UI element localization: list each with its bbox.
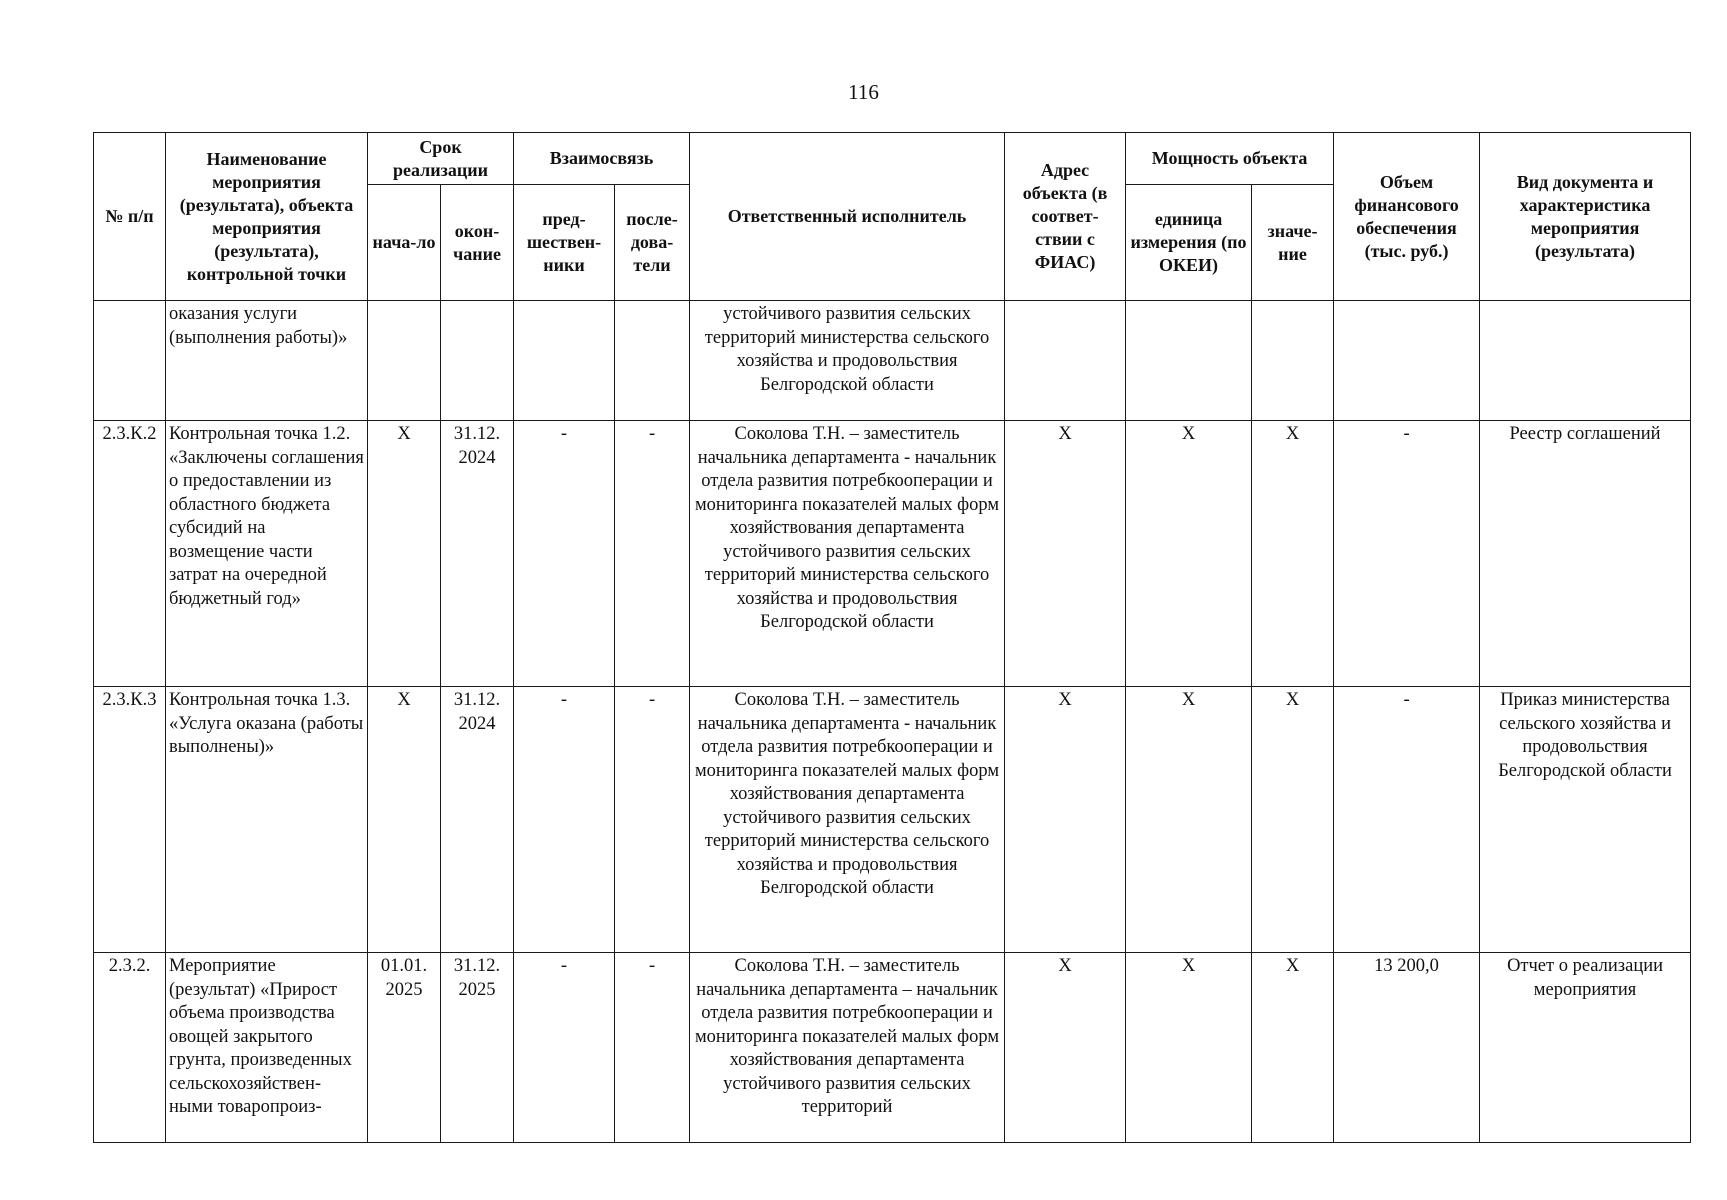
cell-funding: - — [1334, 421, 1480, 687]
header-unit: единица измерения (по ОКЕИ) — [1126, 185, 1252, 301]
cell-prev: - — [514, 421, 615, 687]
cell-funding: 13 200,0 — [1334, 953, 1480, 1143]
cell-unit: Х — [1126, 953, 1252, 1143]
cell-num: 2.3.К.3 — [94, 687, 166, 953]
cell-name: Контрольная точка 1.2. «Заключены соглашения о предоставлении из областного бюджета субсидий на возмещение части затрат на очередной бюджетный год» — [166, 421, 368, 687]
cell-num: 2.3.2. — [94, 953, 166, 1143]
header-link: Взаимосвязь — [514, 133, 690, 185]
cell-start: Х — [368, 421, 441, 687]
cell-end: 31.12. 2024 — [441, 421, 514, 687]
table-row — [94, 301, 1691, 421]
cell-address: Х — [1005, 421, 1126, 687]
table-row — [94, 953, 1691, 1143]
cell-num: 2.3.К.2 — [94, 421, 166, 687]
cell-value: Х — [1252, 687, 1334, 953]
cell-value: Х — [1252, 953, 1334, 1143]
header-link-next: после-дова-тели — [615, 185, 690, 301]
cell-address: Х — [1005, 687, 1126, 953]
cell-start — [368, 301, 441, 421]
cell-next: - — [615, 953, 690, 1143]
header-term: Срок реализации — [368, 133, 514, 185]
table-row — [94, 687, 1691, 953]
cell-doc: Приказ министерства сельского хозяйства и продовольствия Белгородской области — [1480, 687, 1691, 953]
cell-doc: Отчет о реализации мероприятия — [1480, 953, 1691, 1143]
cell-name: оказания услуги (выполнения работы)» — [166, 301, 368, 421]
cell-responsible: Соколова Т.Н. – заместитель начальника департамента - начальник отдела развития потребкооперации и мониторинга показателей малых форм хозяйствования департамента устойчивого развития сельских территорий министерства сельского хозяйства и продовольствия Белгородской области — [690, 421, 1005, 687]
header-address: Адрес объекта (в соответ-ствии с ФИАС) — [1005, 133, 1126, 301]
header-value: значе-ние — [1252, 185, 1334, 301]
cell-unit — [1126, 301, 1252, 421]
cell-prev: - — [514, 953, 615, 1143]
page-number: 116 — [848, 80, 879, 104]
cell-name: Контрольная точка 1.3. «Услуга оказана (работы выполнены)» — [166, 687, 368, 953]
cell-value — [1252, 301, 1334, 421]
cell-next: - — [615, 421, 690, 687]
cell-prev: - — [514, 687, 615, 953]
cell-name: Мероприятие (результат) «Прирост объема производства овощей закрытого грунта, произведенных сельскохозяйствен-ными товаропроиз- — [166, 953, 368, 1143]
header-responsible: Ответственный исполнитель — [690, 133, 1005, 301]
cell-end — [441, 301, 514, 421]
activities-table — [93, 132, 1691, 1143]
cell-start: 01.01. 2025 — [368, 953, 441, 1143]
cell-responsible: Соколова Т.Н. – заместитель начальника департамента - начальник отдела развития потребкооперации и мониторинга показателей малых форм хозяйствования департамента устойчивого развития сельских территорий министерства сельского хозяйства и продовольствия Белгородской области — [690, 687, 1005, 953]
cell-funding: - — [1334, 687, 1480, 953]
cell-doc — [1480, 301, 1691, 421]
cell-next: - — [615, 687, 690, 953]
cell-end: 31.12. 2024 — [441, 687, 514, 953]
header-num: № п/п — [94, 133, 166, 301]
header-term-end: окон-чание — [441, 185, 514, 301]
cell-funding — [1334, 301, 1480, 421]
cell-address: Х — [1005, 953, 1126, 1143]
table-row — [94, 421, 1691, 687]
cell-value: Х — [1252, 421, 1334, 687]
header-link-prev: пред-шествен-ники — [514, 185, 615, 301]
cell-unit: Х — [1126, 421, 1252, 687]
cell-num — [94, 301, 166, 421]
cell-end: 31.12. 2025 — [441, 953, 514, 1143]
cell-doc: Реестр соглашений — [1480, 421, 1691, 687]
cell-prev — [514, 301, 615, 421]
header-term-start: нача-ло — [368, 185, 441, 301]
cell-start: Х — [368, 687, 441, 953]
header-doc: Вид документа и характеристика мероприятия (результата) — [1480, 133, 1691, 301]
cell-responsible: Соколова Т.Н. – заместитель начальника департамента – начальник отдела развития потребкооперации и мониторинга показателей малых форм хозяйствования департамента устойчивого развития сельских территорий — [690, 953, 1005, 1143]
cell-next — [615, 301, 690, 421]
header-funding: Объем финансового обеспечения (тыс. руб.) — [1334, 133, 1480, 301]
cell-address — [1005, 301, 1126, 421]
header-capacity: Мощность объекта — [1126, 133, 1334, 185]
cell-responsible: устойчивого развития сельских территорий министерства сельского хозяйства и продовольствия Белгородской области — [690, 301, 1005, 421]
cell-unit: Х — [1126, 687, 1252, 953]
header-name: Наименование мероприятия (результата), объекта мероприятия (результата), контрольной точки — [166, 133, 368, 301]
